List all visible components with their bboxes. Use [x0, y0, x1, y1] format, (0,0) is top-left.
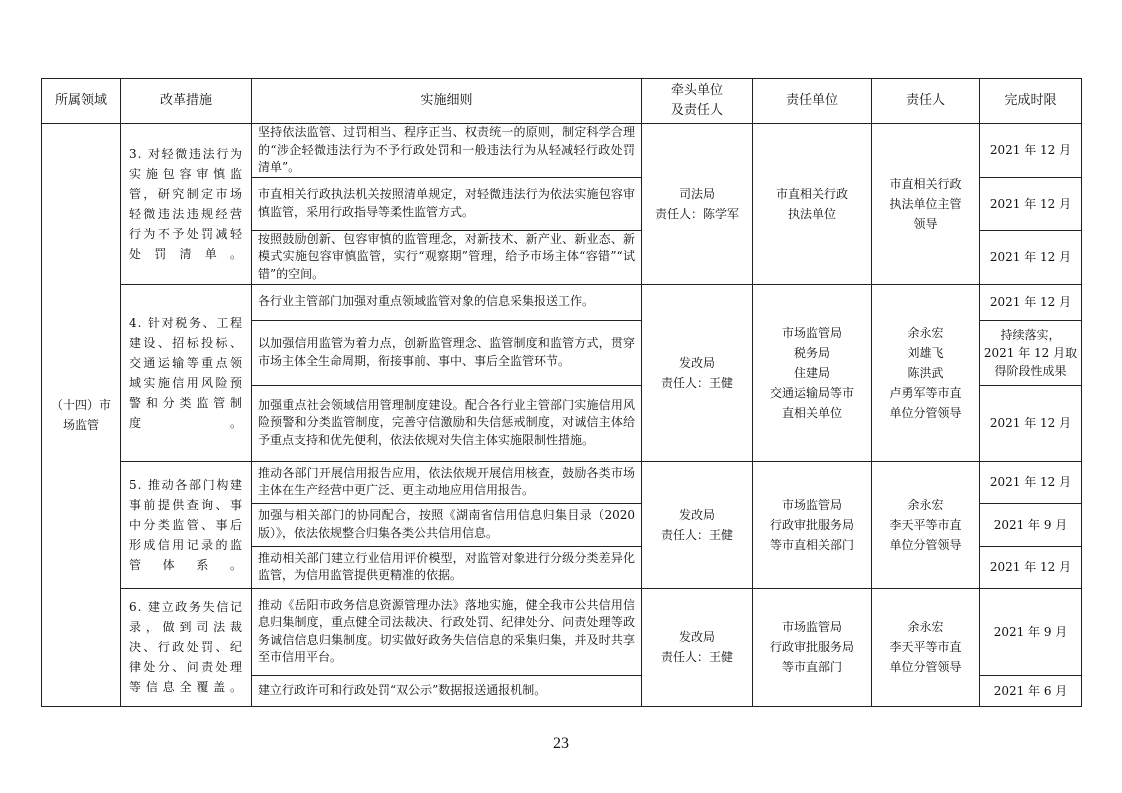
detail-cell: 建立行政许可和行政处罚“双公示”数据报送通报机制。 — [252, 675, 642, 706]
responsible-unit-cell: 市场监管局 税务局 住建局 交通运输局等市 直相关单位 — [753, 284, 872, 461]
deadline-cell: 2021 年 9 月 — [980, 588, 1082, 675]
detail-cell: 市直相关行政执法机关按照清单规定，对轻微违法行为依法实施包容审慎监管，采用行政指导等柔性监管方式。 — [252, 177, 642, 230]
deadline-cell: 2021 年 9 月 — [980, 503, 1082, 546]
header-domain: 所属领域 — [42, 79, 121, 124]
detail-cell: 推动各部门开展信用报告应用，依法依规开展信用核查，鼓励各类市场主体在生产经营中更广泛、更主动地应用信用报告。 — [252, 461, 642, 503]
deadline-cell: 持续落实， 2021 年 12 月取 得阶段性成果 — [980, 320, 1082, 385]
header-responsible-unit: 责任单位 — [753, 79, 872, 124]
header-detail: 实施细则 — [252, 79, 642, 124]
table-row — [42, 588, 1082, 675]
responsible-person-cell: 市直相关行政 执法单位主管 领导 — [872, 124, 980, 285]
detail-cell: 加强与相关部门的协同配合，按照《湖南省信用信息归集目录（2020 版）》，依法依规整合归集各类公共信用信息。 — [252, 503, 642, 546]
detail-cell: 坚持依法监管、过罚相当、程序正当、权责统一的原则，制定科学合理的“涉企轻微违法行为不予行政处罚和一般违法行为从轻减轻行政处罚清单”。 — [252, 124, 642, 178]
deadline-cell: 2021 年 12 月 — [980, 124, 1082, 178]
detail-cell: 以加强信用监管为着力点，创新监管理念、监管制度和监管方式，贯穿市场主体全生命周期，衔接事前、事中、事后全监管环节。 — [252, 320, 642, 385]
lead-unit-cell: 发改局 责任人：王健 — [642, 284, 753, 461]
responsible-person-cell: 余永宏 李天平等市直 单位分管领导 — [872, 461, 980, 588]
deadline-cell: 2021 年 6 月 — [980, 675, 1082, 706]
lead-unit-cell: 发改局 责任人：王健 — [642, 588, 753, 706]
responsible-person-cell: 余永宏 李天平等市直 单位分管领导 — [872, 588, 980, 706]
responsible-unit-cell: 市场监管局 行政审批服务局 等市直相关部门 — [753, 461, 872, 588]
responsible-unit-cell: 市场监管局 行政审批服务局 等市直部门 — [753, 588, 872, 706]
domain-cell: （十四）市 场监管 — [42, 124, 121, 707]
table-header-row — [42, 79, 1082, 124]
header-measure: 改革措施 — [121, 79, 252, 124]
lead-unit-cell: 发改局 责任人：王健 — [642, 461, 753, 588]
deadline-cell: 2021 年 12 月 — [980, 461, 1082, 503]
detail-cell: 推动相关部门建立行业信用评价模型，对监管对象进行分级分类差异化监管，为信用监管提供更精准的依据。 — [252, 546, 642, 588]
deadline-cell: 2021 年 12 月 — [980, 284, 1082, 320]
detail-cell: 各行业主管部门加强对重点领域监管对象的信息采集报送工作。 — [252, 284, 642, 320]
measure-cell: 6. 建立政务失信记录，做到司法裁决、行政处罚、纪律处分、问责处理等信息全覆盖。 — [121, 588, 252, 706]
deadline-cell: 2021 年 12 月 — [980, 546, 1082, 588]
header-deadline: 完成时限 — [980, 79, 1082, 124]
deadline-cell: 2021 年 12 月 — [980, 177, 1082, 230]
detail-cell: 按照鼓励创新、包容审慎的监管理念，对新技术、新产业、新业态、新模式实施包容审慎监管，实行“观察期”管理，给予市场主体“容错”“试错”的空间。 — [252, 230, 642, 284]
reform-measures-table — [41, 78, 1082, 707]
header-lead-unit: 牵头单位 及责任人 — [642, 79, 753, 124]
table-row — [42, 461, 1082, 503]
deadline-cell: 2021 年 12 月 — [980, 385, 1082, 461]
table-row — [42, 284, 1082, 320]
page-number: 23 — [553, 735, 569, 752]
header-responsible-person: 责任人 — [872, 79, 980, 124]
deadline-cell: 2021 年 12 月 — [980, 230, 1082, 284]
responsible-unit-cell: 市直相关行政 执法单位 — [753, 124, 872, 285]
responsible-person-cell: 余永宏 刘雄飞 陈洪武 卢勇军等市直 单位分管领导 — [872, 284, 980, 461]
measure-cell: 5. 推动各部门构建事前提供查询、事中分类监管、事后形成信用记录的监管体系。 — [121, 461, 252, 588]
detail-cell: 加强重点社会领域信用管理制度建设。配合各行业主管部门实施信用风险预警和分类监管制度，完善守信激励和失信惩戒制度，对诚信主体给予重点支持和优先便利，依法依规对失信主体实施限制性措施。 — [252, 385, 642, 461]
measure-cell: 3. 对轻微违法行为实施包容审慎监管，研究制定市场轻微违法违规经营行为不予处罚减轻处罚清单。 — [121, 124, 252, 285]
lead-unit-cell: 司法局 责任人：陈学军 — [642, 124, 753, 285]
measure-cell: 4. 针对税务、工程建设、招标投标、交通运输等重点领域实施信用风险预警和分类监管制度。 — [121, 284, 252, 461]
detail-cell: 推动《岳阳市政务信息资源管理办法》落地实施，健全我市公共信用信息归集制度，重点健全司法裁决、行政处罚、纪律处分、问责处理等政务诚信信息归集制度。切实做好政务失信信息的采集归集，并及时共享至市信用平台。 — [252, 588, 642, 675]
table-row — [42, 124, 1082, 178]
